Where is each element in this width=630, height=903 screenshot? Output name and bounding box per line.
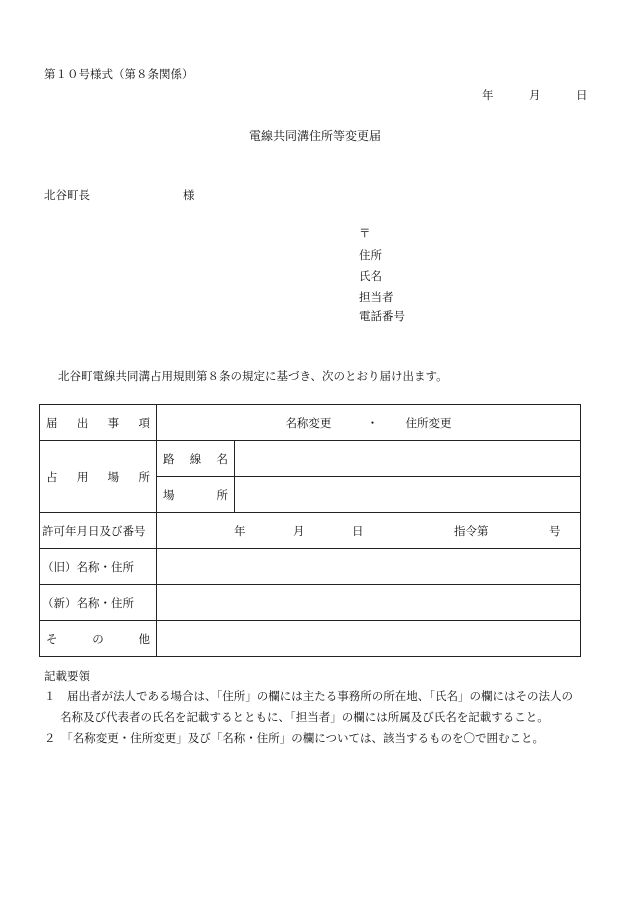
date-month-label: 月 (529, 88, 541, 102)
permit-label: 許可年月日及び番号 (40, 513, 157, 549)
document-title: 電線共同溝住所等変更届 (248, 129, 381, 143)
form-number: 第１０号様式（第８条関係） (44, 67, 194, 81)
new-name-address-label: （新）名称・住所 (40, 585, 157, 621)
occupancy-place-label: 占 用 場 所 (40, 441, 157, 513)
old-name-address-field[interactable] (157, 549, 581, 585)
option-separator: ・ (366, 415, 379, 430)
other-label: そ の 他 (40, 621, 157, 657)
name-label: 氏名 (359, 269, 382, 283)
person-in-charge-label: 担当者 (359, 290, 394, 304)
option-address-change: 住所変更 (405, 415, 452, 430)
permit-directive-label: 指令第 (454, 524, 489, 538)
form-table (39, 404, 581, 657)
route-name-label: 路 線 名 (157, 441, 235, 477)
address-label: 住所 (359, 248, 382, 262)
date-day-label: 日 (576, 88, 588, 102)
new-name-address-field[interactable] (157, 585, 581, 621)
place-label: 場 所 (157, 477, 235, 513)
row-old-name-address (40, 549, 581, 585)
place-field[interactable] (235, 477, 581, 513)
permit-number-label: 号 (549, 524, 561, 538)
note-1-line-1: １ 届出者が法人である場合は、「住所」の欄には主たる事務所の所在地、「氏名」の欄にはその法人の (44, 689, 573, 703)
route-name-field[interactable] (235, 441, 581, 477)
date-year-label: 年 (482, 88, 494, 102)
other-field[interactable] (157, 621, 581, 657)
row-permit (40, 513, 581, 549)
note-2: ２ 「名称変更・住所変更」及び「名称・住所」の欄については、該当するものを〇で囲むこと。 (44, 731, 545, 745)
option-name-change: 名称変更 (285, 415, 332, 430)
permit-month-label: 月 (293, 524, 305, 538)
permit-field[interactable] (157, 513, 581, 549)
notes-heading: 記載要領 (44, 669, 90, 683)
row-notification-item (40, 405, 581, 441)
old-name-address-label: （旧）名称・住所 (40, 549, 157, 585)
postal-mark: 〒 (359, 226, 371, 240)
note-1-line-2: 名称及び代表者の氏名を記載するとともに、「担当者」の欄には所属及び氏名を記載すること。 (60, 710, 549, 724)
notification-item-label: 届 出 事 項 (40, 405, 157, 441)
notification-item-options (157, 405, 581, 441)
permit-year-label: 年 (234, 524, 246, 538)
addressee-name: 北谷町長 (44, 188, 90, 202)
row-new-name-address (40, 585, 581, 621)
statement-text: 北谷町電線共同溝占用規則第８条の規定に基づき、次のとおり届け出ます。 (58, 369, 448, 383)
phone-label: 電話番号 (359, 309, 405, 323)
addressee-honorific: 様 (183, 188, 195, 202)
row-other (40, 621, 581, 657)
permit-day-label: 日 (352, 524, 364, 538)
row-occupancy-route (40, 441, 581, 477)
